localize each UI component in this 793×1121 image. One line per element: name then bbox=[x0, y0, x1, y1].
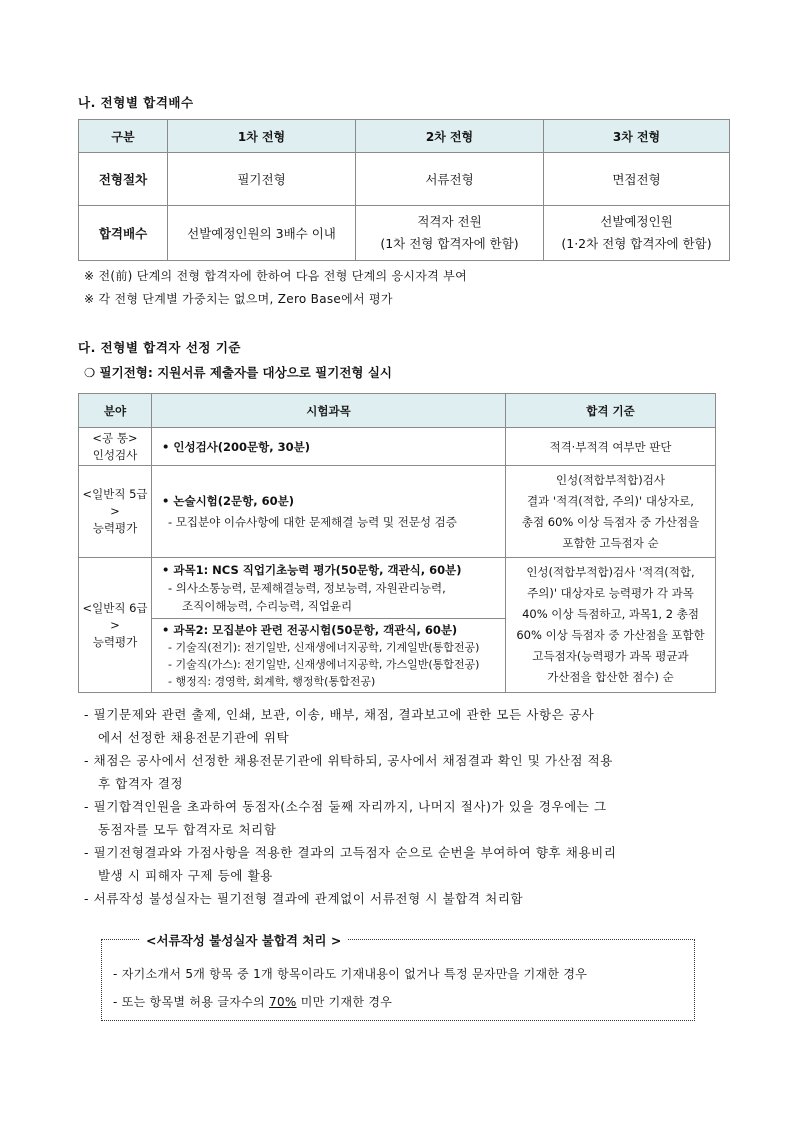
note-line: 동점자를 모두 합격자로 처리함 bbox=[98, 822, 277, 837]
section-da-title: 다. 전형별 합격자 선정 기준 bbox=[78, 340, 241, 355]
field-line: 인성검사 bbox=[92, 447, 138, 462]
subject-detail: - 기술직(가스): 전기일반, 신재생에너지공학, 가스일반(통합전공) bbox=[168, 658, 480, 671]
table-cell: 선발예정인원의 3배수 이내 bbox=[168, 206, 356, 261]
box-line bbox=[113, 993, 392, 1010]
subject-title: • 과목1: NCS 직업기초능력 평가(50문항, 객관식, 60분) bbox=[162, 563, 462, 577]
criteria-line: 가산점을 합산한 점수) 순 bbox=[547, 670, 674, 684]
criteria-line: 포함한 고득점자 순 bbox=[562, 535, 659, 550]
field-line: 능력평가 bbox=[92, 521, 138, 535]
criteria-line: 결과 '적격(적합, 주의)' 대상자로, bbox=[527, 493, 694, 508]
box-line-part: 미만 기재한 경우 bbox=[296, 995, 393, 1009]
table-header: 합격 기준 bbox=[506, 394, 716, 428]
notes-list bbox=[84, 703, 724, 910]
table-cell: 서류전형 bbox=[356, 153, 544, 206]
table-header: 3차 전형 bbox=[544, 120, 730, 153]
criteria-line: 고득점자(능력평가 과목 평균과 bbox=[532, 649, 689, 663]
subject-cell bbox=[152, 558, 506, 693]
note-line: 발생 시 피해자 구제 등에 활용 bbox=[98, 868, 273, 883]
cell-line: (1·2차 전형 합격자에 한함) bbox=[561, 236, 712, 251]
subject-detail: - 의사소통능력, 문제해결능력, 정보능력, 자원관리능력, bbox=[168, 581, 446, 595]
criteria-line: 40% 이상 득점하고, 과목1, 2 총점 bbox=[522, 607, 699, 621]
subject-detail: - 모집분야 이슈사항에 대한 문제해결 능력 및 전문성 검증 bbox=[168, 514, 457, 529]
box-line-underlined: 70% bbox=[269, 995, 297, 1009]
criteria-cell bbox=[506, 466, 716, 558]
box-line: - 자기소개서 5개 항목 중 1개 항목이라도 기재내용이 없거나 특정 문자만을 기재한 경우 bbox=[113, 967, 588, 981]
subject-cell bbox=[152, 466, 506, 558]
note-line: - 필기전형결과와 가점사항을 적용한 결과의 고득점자 순으로 순번을 부여하여 향후 채용비리 bbox=[84, 845, 617, 860]
field-line: 능력평가 bbox=[92, 634, 138, 649]
field-line: <일반직 6급> bbox=[82, 600, 148, 632]
table-cell bbox=[544, 206, 730, 261]
cell-line: 적격자 전원 bbox=[417, 214, 482, 229]
cell-line: 선발예정인원 bbox=[600, 214, 673, 229]
subject-2-block bbox=[152, 619, 505, 692]
criteria-line: 60% 이상 득점자 중 가산점을 포함한 bbox=[516, 628, 705, 642]
field-cell bbox=[79, 428, 152, 466]
criteria-line: 인성(적합부적합)검사 '적격(적합, bbox=[526, 565, 695, 579]
table-header: 1차 전형 bbox=[168, 120, 356, 153]
subject-cell: • 인성검사(200문항, 30분) bbox=[152, 428, 506, 466]
section-na-title: 나. 전형별 합격배수 bbox=[78, 95, 194, 110]
field-line: <공 통> bbox=[92, 430, 138, 445]
criteria-line: 인성(적합부적합)검사 bbox=[556, 472, 665, 487]
cell-line: (1차 전형 합격자에 한함) bbox=[380, 236, 519, 251]
table-header: 구분 bbox=[79, 120, 168, 153]
criteria-line: 총점 60% 이상 득점자 중 가산점을 bbox=[521, 514, 700, 529]
subject-title: • 과목2: 모집분야 관련 전공시험(50문항, 객관식, 60분) bbox=[162, 623, 458, 637]
field-cell bbox=[79, 466, 152, 558]
subject-1-block bbox=[152, 558, 505, 619]
note-line: 에서 선정한 채용전문기관에 위탁 bbox=[98, 730, 290, 745]
criteria-cell bbox=[506, 558, 716, 693]
note: ※ 전(前) 단계의 전형 합격자에 한하여 다음 전형 단계의 응시자격 부여 bbox=[84, 269, 467, 283]
table-header: 2차 전형 bbox=[356, 120, 544, 153]
field-cell bbox=[79, 558, 152, 693]
note-line: - 채점은 공사에서 선정한 채용전문기관에 위탁하되, 공사에서 채점결과 확인 및 가산점 적용 bbox=[84, 753, 613, 768]
subject-detail: 조직이해능력, 수리능력, 직업윤리 bbox=[182, 599, 353, 613]
note-line: - 필기합격인원을 초과하여 동점자(소수점 둘째 자리까지, 나머지 절사)가 있을 경우에는 그 bbox=[84, 799, 607, 814]
note-line: 후 합격자 결정 bbox=[98, 776, 184, 791]
field-line: <일반직 5급> bbox=[82, 487, 148, 518]
table-header: 시험과목 bbox=[152, 394, 506, 428]
note-line: - 서류작성 불성실자는 필기전형 결과에 관계없이 서류전형 시 불합격 처리함 bbox=[84, 891, 524, 906]
criteria-line: 주의)' 대상자로 능력평가 각 과목 bbox=[527, 586, 694, 600]
note-line: - 필기문제와 관련 출제, 인쇄, 보관, 이송, 배부, 채점, 결과보고에 관한 모든 사항은 공사 bbox=[84, 707, 595, 722]
section-da-subtitle: ❍ 필기전형: 지원서류 제출자를 대상으로 필기전형 실시 bbox=[84, 365, 392, 380]
written-exam-table bbox=[78, 393, 716, 693]
subject-detail: - 행정직: 경영학, 회계학, 행정학(통합전공) bbox=[168, 675, 376, 688]
table-cell: 면접전형 bbox=[544, 153, 730, 206]
note: ※ 각 전형 단계별 가중치는 없으며, Zero Base에서 평가 bbox=[84, 292, 393, 306]
box-title: <서류작성 불성실자 불합격 처리 > bbox=[140, 931, 347, 949]
criteria-cell: 적격·부적격 여부만 판단 bbox=[506, 428, 716, 466]
subject-title: • 논술시험(2문항, 60분) bbox=[162, 493, 295, 508]
row-label: 전형절차 bbox=[79, 153, 168, 206]
row-label: 합격배수 bbox=[79, 206, 168, 261]
table-cell: 필기전형 bbox=[168, 153, 356, 206]
table-cell bbox=[356, 206, 544, 261]
subject-detail: - 기술직(전기): 전기일반, 신재생에너지공학, 기계일반(통합전공) bbox=[168, 641, 480, 654]
pass-multiple-table bbox=[78, 119, 730, 261]
box-line-part: - 또는 항목별 허용 글자수의 bbox=[113, 995, 270, 1009]
table-header: 분야 bbox=[79, 394, 152, 428]
